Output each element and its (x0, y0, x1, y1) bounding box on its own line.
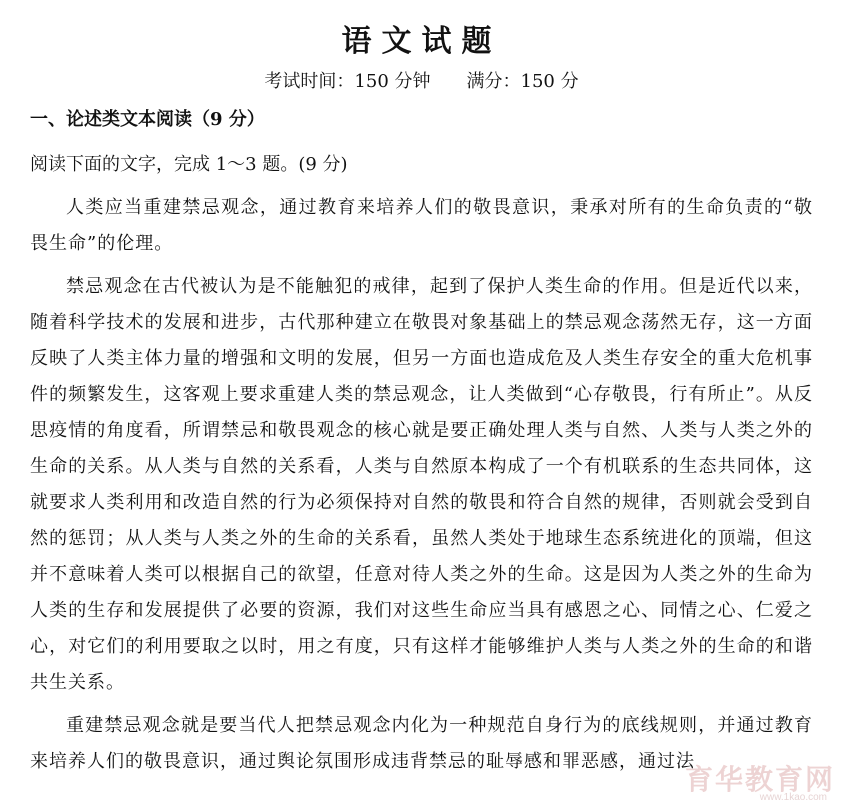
watermark-logo (655, 754, 835, 806)
page-title: 语文试题 (341, 24, 502, 59)
full-score: 满分：150 分 (466, 71, 579, 92)
passage-paragraph: 人类应当重建禁忌观念，通过教育来培养人们的敬畏意识，秉承对所有的生命负责的“敬畏生命”的伦理。 (30, 197, 813, 254)
reading-instruction: 阅读下面的文字，完成 1～3 题。(9 分) (30, 154, 348, 175)
watermark-text: 育华教育网 (684, 764, 835, 795)
watermark-url: www.1kao.com (759, 792, 827, 803)
exam-time: 考试时间：150 分钟 (264, 71, 431, 92)
reading-passage (30, 190, 813, 787)
section-heading: 一、论述类文本阅读（9 分） (30, 109, 265, 130)
exam-info (0, 68, 843, 96)
passage-paragraph: 禁忌观念在古代被认为是不能触犯的戒律，起到了保护人类生命的作用。但是近代以来，随着科学技术的发展和进步，古代那种建立在敬畏对象基础上的禁忌观念荡然无存，这一方面反映了人类主体力量的增强和文明的发展，但另一方面也造成危及人类生存安全的重大危机事件的频繁发生，这客观上要求重建人类的禁忌观念，让人类做到“心存敬畏，行有所止”。从反思疫情的角度看，所谓禁忌和敬畏观念的核心就是要正确处理人类与自然、人类与人类之外的生命的关系。从人类与自然的关系看，人类与自然原本构成了一个有机联系的生态共同体，这就要求人类利用和改造自然的行为必须保持对自然的敬畏和符合自然的规律，否则就会受到自然的惩罚；从人类与人类之外的生命的关系看，虽然人类处于地球生态系统进化的顶端，但这并不意味着人类可以根据自己的欲望，任意对待人类之外的生命。这是因为人类之外的生命为人类的生存和发展提供了必要的资源，我们对这些生命应当具有感恩之心、同情之心、仁爱之心，对它们的利用要取之以时，用之有度，只有这样才能够维护人类与人类之外的生命的和谐共生关系。 (30, 276, 813, 693)
passage-paragraph: 重建禁忌观念就是要当代人把禁忌观念内化为一种规范自身行为的底线规则，并通过教育来培养人们的敬畏意识，通过舆论氛围形成违背禁忌的耻辱感和罪恶感，通过法 (30, 715, 813, 772)
